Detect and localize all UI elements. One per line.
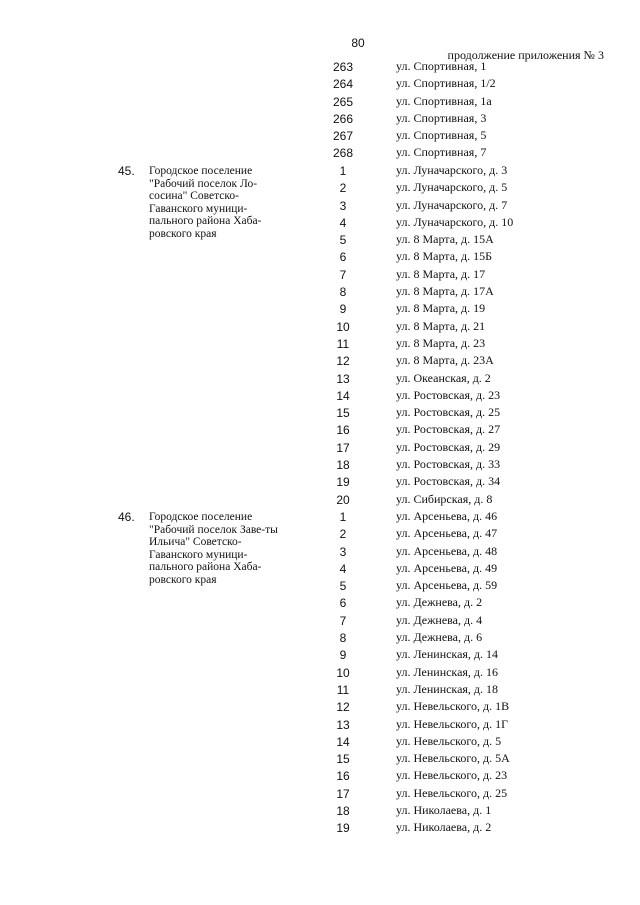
row-number: 7 — [339, 267, 347, 282]
address: ул. Спортивная, 1 — [396, 59, 487, 73]
address: ул. 8 Марта, д. 17 — [396, 266, 486, 281]
row-number: 11 — [336, 682, 350, 697]
address: ул. Дежнева, д. 2 — [396, 595, 483, 610]
row-number: 10 — [336, 665, 350, 680]
address: ул. 8 Марта, д. 17А — [396, 284, 494, 299]
row-number: 12 — [336, 700, 350, 715]
table-row — [0, 320, 640, 337]
address: ул. 8 Марта, д. 15А — [396, 232, 494, 247]
address: ул. Ленинская, д. 14 — [396, 647, 499, 662]
address: ул. 8 Марта, д. 21 — [396, 318, 486, 333]
address: ул. Дежнева, д. 6 — [396, 630, 483, 645]
row-number: 19 — [336, 475, 350, 490]
row-number: 10 — [336, 319, 350, 334]
address: ул. Спортивная, 7 — [396, 145, 487, 160]
address: ул. 8 Марта, д. 23 — [396, 335, 486, 350]
row-number: 2 — [339, 181, 347, 196]
table-row — [0, 302, 640, 319]
table-row — [0, 493, 640, 510]
row-number: 266 — [332, 111, 354, 126]
table-row — [0, 821, 640, 838]
table-row — [0, 614, 640, 631]
address: ул. Ростовская, д. 29 — [396, 439, 501, 454]
address: ул. Арсеньева, д. 49 — [396, 560, 498, 575]
address: ул. 8 Марта, д. 23А — [396, 353, 494, 368]
row-number: 6 — [339, 250, 347, 265]
row-number: 265 — [332, 94, 354, 109]
address: ул. Невельского, д. 1Г — [396, 716, 509, 731]
settlement-group — [0, 510, 640, 839]
group-number: 45. — [118, 164, 135, 178]
settlement-group — [0, 60, 640, 164]
row-number: 12 — [336, 354, 350, 369]
row-number: 13 — [336, 717, 350, 732]
row-number: 4 — [339, 561, 347, 576]
continuation-note: продолжение приложения № 3 — [447, 48, 604, 62]
address: ул. Арсеньева, д. 59 — [396, 578, 498, 593]
address: ул. Ленинская, д. 18 — [396, 681, 499, 696]
table-row — [0, 60, 640, 77]
table-row — [0, 112, 640, 129]
table-row — [0, 527, 640, 544]
table-row — [0, 146, 640, 163]
table-row — [0, 718, 640, 735]
table-row — [0, 406, 640, 423]
table-row — [0, 683, 640, 700]
address: ул. Ростовская, д. 25 — [396, 405, 501, 420]
table-row — [0, 545, 640, 562]
settlement-group — [0, 164, 640, 510]
row-number: 1 — [339, 164, 347, 178]
row-number: 5 — [339, 233, 347, 248]
table-row — [0, 596, 640, 613]
table-row — [0, 250, 640, 267]
row-number: 18 — [336, 458, 350, 473]
table-row — [0, 458, 640, 475]
row-number: 2 — [339, 527, 347, 542]
address: ул. Спортивная, 3 — [396, 110, 487, 125]
row-number: 14 — [336, 388, 350, 403]
address: ул. Арсеньева, д. 48 — [396, 543, 498, 558]
table-row — [0, 216, 640, 233]
table-row — [0, 769, 640, 786]
table-row — [0, 389, 640, 406]
group-number: 46. — [118, 510, 135, 524]
address: ул. Невельского, д. 5А — [396, 751, 510, 766]
table-row — [0, 475, 640, 492]
table-row — [0, 199, 640, 216]
row-number: 15 — [336, 752, 350, 767]
row-number: 17 — [336, 786, 350, 801]
row-number: 8 — [339, 631, 347, 646]
table-row — [0, 735, 640, 752]
table-row — [0, 372, 640, 389]
address: ул. Невельского, д. 23 — [396, 768, 508, 783]
row-number: 16 — [336, 769, 350, 784]
address: ул. Ленинская, д. 16 — [396, 664, 499, 679]
row-number: 13 — [336, 371, 350, 386]
row-number: 9 — [339, 648, 347, 663]
address: ул. Океанская, д. 2 — [396, 370, 491, 385]
address: ул. Николаева, д. 1 — [396, 803, 492, 818]
table-row — [0, 631, 640, 648]
settlement-name: Городское поселение "Рабочий поселок Заве-ты Ильича" Советско-Гаванского муници-пального района Хаба-ровского края — [149, 511, 278, 586]
table-row — [0, 268, 640, 285]
row-number: 264 — [332, 77, 354, 92]
address: ул. Луначарского, д. 5 — [396, 180, 508, 195]
address: ул. Сибирская, д. 8 — [396, 491, 493, 506]
table-row — [0, 423, 640, 440]
address: ул. Невельского, д. 5 — [396, 733, 502, 748]
row-number: 16 — [336, 423, 350, 438]
row-number: 8 — [339, 285, 347, 300]
row-number: 3 — [339, 198, 347, 213]
table-row — [0, 129, 640, 146]
table-row — [0, 752, 640, 769]
row-number: 18 — [336, 804, 350, 819]
row-number: 11 — [336, 336, 350, 351]
table-row — [0, 648, 640, 665]
address: ул. Николаева, д. 2 — [396, 820, 492, 835]
table-row — [0, 441, 640, 458]
address: ул. Арсеньева, д. 47 — [396, 526, 498, 541]
address: ул. Невельского, д. 1В — [396, 699, 510, 714]
page-number: 80 — [351, 36, 365, 50]
table-row — [0, 233, 640, 250]
table-row — [0, 285, 640, 302]
row-number: 15 — [336, 406, 350, 421]
table-row — [0, 354, 640, 371]
row-number: 1 — [339, 510, 347, 524]
row-number: 268 — [332, 146, 354, 161]
address: ул. Арсеньева, д. 46 — [396, 509, 498, 523]
address: ул. Луначарского, д. 10 — [396, 214, 514, 229]
address: ул. Невельского, д. 25 — [396, 785, 508, 800]
row-number: 17 — [336, 440, 350, 455]
table-row — [0, 787, 640, 804]
row-number: 9 — [339, 302, 347, 317]
table-row — [0, 510, 640, 527]
row-number: 263 — [332, 60, 354, 74]
row-number: 19 — [336, 821, 350, 836]
address: ул. Спортивная, 1а — [396, 93, 492, 108]
address: ул. Ростовская, д. 33 — [396, 457, 501, 472]
row-number: 4 — [339, 215, 347, 230]
table-row — [0, 77, 640, 94]
row-number: 6 — [339, 596, 347, 611]
row-number: 5 — [339, 579, 347, 594]
table-row — [0, 700, 640, 717]
table-row — [0, 164, 640, 181]
address: ул. Спортивная, 1/2 — [396, 76, 496, 91]
table-row — [0, 562, 640, 579]
table-row — [0, 337, 640, 354]
address: ул. Луначарского, д. 3 — [396, 163, 508, 177]
row-number: 267 — [332, 129, 354, 144]
address: ул. 8 Марта, д. 15Б — [396, 249, 493, 264]
table-row — [0, 95, 640, 112]
address: ул. Спортивная, 5 — [396, 128, 487, 143]
table-row — [0, 804, 640, 821]
address: ул. Луначарского, д. 7 — [396, 197, 508, 212]
row-number: 3 — [339, 544, 347, 559]
table-row — [0, 666, 640, 683]
row-number: 20 — [336, 492, 350, 507]
settlement-name: Городское поселение "Рабочий поселок Ло-сосина" Советско-Гаванского муници-пального района Хаба-ровского края — [149, 165, 262, 240]
table-row — [0, 579, 640, 596]
address: ул. Ростовская, д. 23 — [396, 387, 501, 402]
table-row — [0, 181, 640, 198]
address: ул. 8 Марта, д. 19 — [396, 301, 486, 316]
row-number: 7 — [339, 613, 347, 628]
address: ул. Ростовская, д. 27 — [396, 422, 501, 437]
address: ул. Ростовская, д. 34 — [396, 474, 501, 489]
address: ул. Дежнева, д. 4 — [396, 612, 483, 627]
row-number: 14 — [336, 734, 350, 749]
